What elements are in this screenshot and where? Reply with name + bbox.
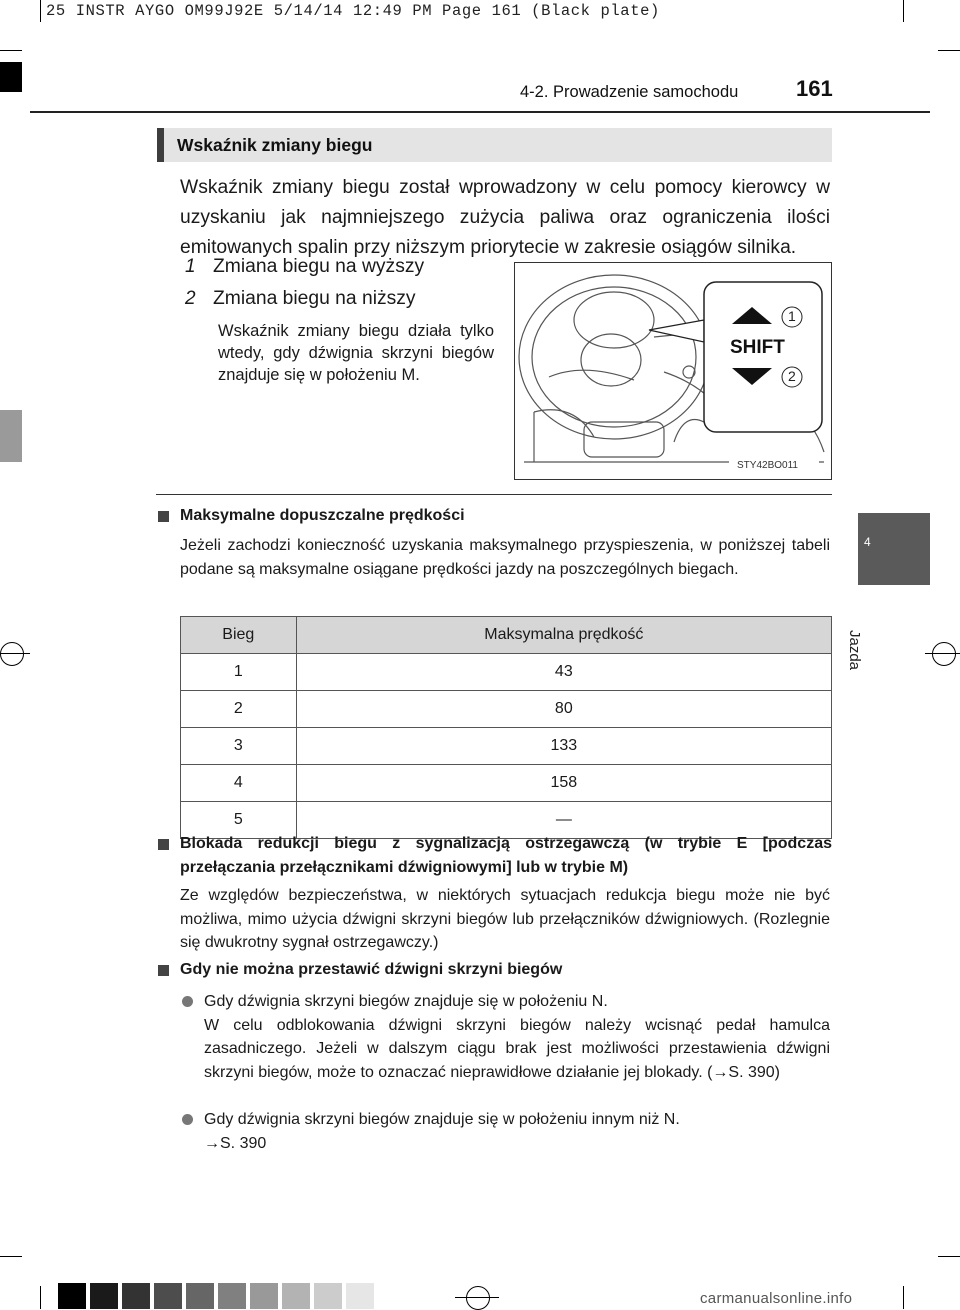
heading-text: Maksymalne dopuszczalne prędkości (180, 507, 465, 524)
crop-mark (40, 1286, 41, 1309)
print-header: 25 INSTR AYGO OM99J92E 5/14/14 12:49 PM Page 161 (Black plate) (46, 2, 660, 20)
section-heading (158, 958, 832, 982)
table-cell: 5 (181, 802, 297, 839)
item-number: 2 (185, 288, 196, 309)
callout-2: 2 (788, 368, 796, 384)
round-bullet-icon (182, 996, 193, 1007)
section-header: 4-2. Prowadzenie samochodu (520, 83, 739, 101)
crop-mark (903, 1286, 904, 1309)
table-row (181, 691, 832, 728)
steering-wheel-illustration (514, 262, 832, 480)
table-cell: 133 (296, 728, 831, 765)
list-item (182, 990, 830, 1084)
illustration-code: STY42BO011 (737, 460, 798, 471)
section-heading (158, 504, 832, 528)
calibration-swatch (58, 1283, 86, 1309)
table-row (181, 654, 832, 691)
calibration-swatch (90, 1283, 118, 1309)
side-block (0, 410, 22, 462)
bullet-text: Gdy dźwignia skrzyni biegów znajduje się w położeniu innym niż N. (204, 1111, 680, 1128)
table-cell: 43 (296, 654, 831, 691)
crop-mark (40, 0, 41, 22)
crop-mark (0, 50, 22, 51)
item-label: Zmiana biegu na wyższy (213, 256, 425, 277)
table-cell: 158 (296, 765, 831, 802)
calibration-swatch (218, 1283, 246, 1309)
chapter-label-text: Jazda (846, 630, 863, 671)
crop-mark (903, 0, 904, 22)
callout-1: 1 (788, 308, 796, 324)
table-header: Maksymalna prędkość (296, 617, 831, 654)
registration-mark (925, 653, 960, 654)
heading-text: Gdy nie można przestawić dźwigni skrzyni biegów (180, 961, 563, 978)
crop-mark (938, 1256, 960, 1257)
item-label: Zmiana biegu na niższy (213, 288, 416, 309)
list-item (185, 256, 424, 278)
square-bullet-icon (158, 965, 169, 976)
bullet-text: W celu odblokowania dźwigni skrzyni biegów należy wcisnąć pedał hamulca zasadniczego. Jeżeli w dalszym ciągu brak jest możliwości przestawienia dźwigni skrzyni biegów, może to oznaczać nieprawidłowe działanie jej blokady. (→S. 390) (204, 1016, 830, 1081)
chapter-tab (858, 513, 930, 585)
crop-mark (0, 1256, 22, 1257)
calibration-swatch (122, 1283, 150, 1309)
registration-mark (466, 1286, 490, 1310)
section-text: Jeżeli zachodzi konieczność uzyskania maksymalnego przyspieszenia, w poniższej tabeli podane są maksymalne osiągane prędkości jazdy na poszczególnych biegach. (180, 537, 830, 578)
speed-table (180, 616, 832, 839)
bullet-text: →S. 390 (204, 1134, 267, 1152)
table-cell: 80 (296, 691, 831, 728)
chapter-number: 4 (864, 535, 871, 549)
watermark: carmanualsonline.info (700, 1290, 853, 1307)
registration-mark (0, 653, 30, 654)
corner-block (0, 62, 22, 92)
registration-mark (0, 642, 24, 666)
section-text: Ze względów bezpieczeństwa, w niektórych sytuacjach redukcja biegu może nie być możliwa, mimo użycia dźwigni skrzyni biegów lub przełączników dźwigniowych. (Rozlegnie się dwukrotny sygnał ostrzegawczy.) (180, 887, 830, 951)
table-header: Bieg (181, 617, 297, 654)
title-box (157, 128, 832, 162)
calibration-swatch (282, 1283, 310, 1309)
calibration-swatch (346, 1283, 374, 1309)
round-bullet-icon (182, 1114, 193, 1125)
page-number: 161 (796, 76, 833, 101)
calibration-swatch (314, 1283, 342, 1309)
color-calibration-strip (58, 1283, 378, 1309)
shift-label: SHIFT (730, 337, 785, 358)
square-bullet-icon (158, 511, 169, 522)
calibration-swatch (250, 1283, 278, 1309)
table-cell: 4 (181, 765, 297, 802)
intro-paragraph: Wskaźnik zmiany biegu został wprowadzony w celu pomocy kierowcy w uzyskaniu jak najmniejszego zużycia paliwa oraz ograniczenia ilości emitowanych spalin przy niższym priorytecie w zakresie osiągów silnika. (180, 177, 830, 258)
table-row (181, 765, 832, 802)
table-cell: 2 (181, 691, 297, 728)
calibration-swatch (186, 1283, 214, 1309)
table-row (181, 728, 832, 765)
header-rule (30, 111, 930, 113)
section-heading (158, 832, 832, 880)
heading-text: Blokada redukcji biegu z sygnalizacją ostrzegawczą (w trybie E [podczas przełączania przełącznikami dźwigniowymi] lub w trybie M) (180, 835, 832, 876)
chapter-label (846, 585, 899, 671)
registration-mark (932, 642, 956, 666)
bullet-text: Gdy dźwignia skrzyni biegów znajduje się w położeniu N. (204, 993, 608, 1010)
calibration-swatch (154, 1283, 182, 1309)
list-item (182, 1108, 830, 1155)
list-item (185, 288, 416, 310)
note-text: Wskaźnik zmiany biegu działa tylko wtedy, gdy dźwignia skrzyni biegów znajduje się w położeniu M. (218, 322, 494, 384)
page-title: Wskaźnik zmiany biegu (177, 135, 373, 155)
table-cell: 3 (181, 728, 297, 765)
divider (156, 494, 832, 495)
square-bullet-icon (158, 839, 169, 850)
registration-mark (455, 1297, 499, 1298)
table-cell: — (296, 802, 831, 839)
crop-mark (938, 50, 960, 51)
table-header-row (181, 617, 832, 654)
table-cell: 1 (181, 654, 297, 691)
item-number: 1 (185, 256, 196, 277)
